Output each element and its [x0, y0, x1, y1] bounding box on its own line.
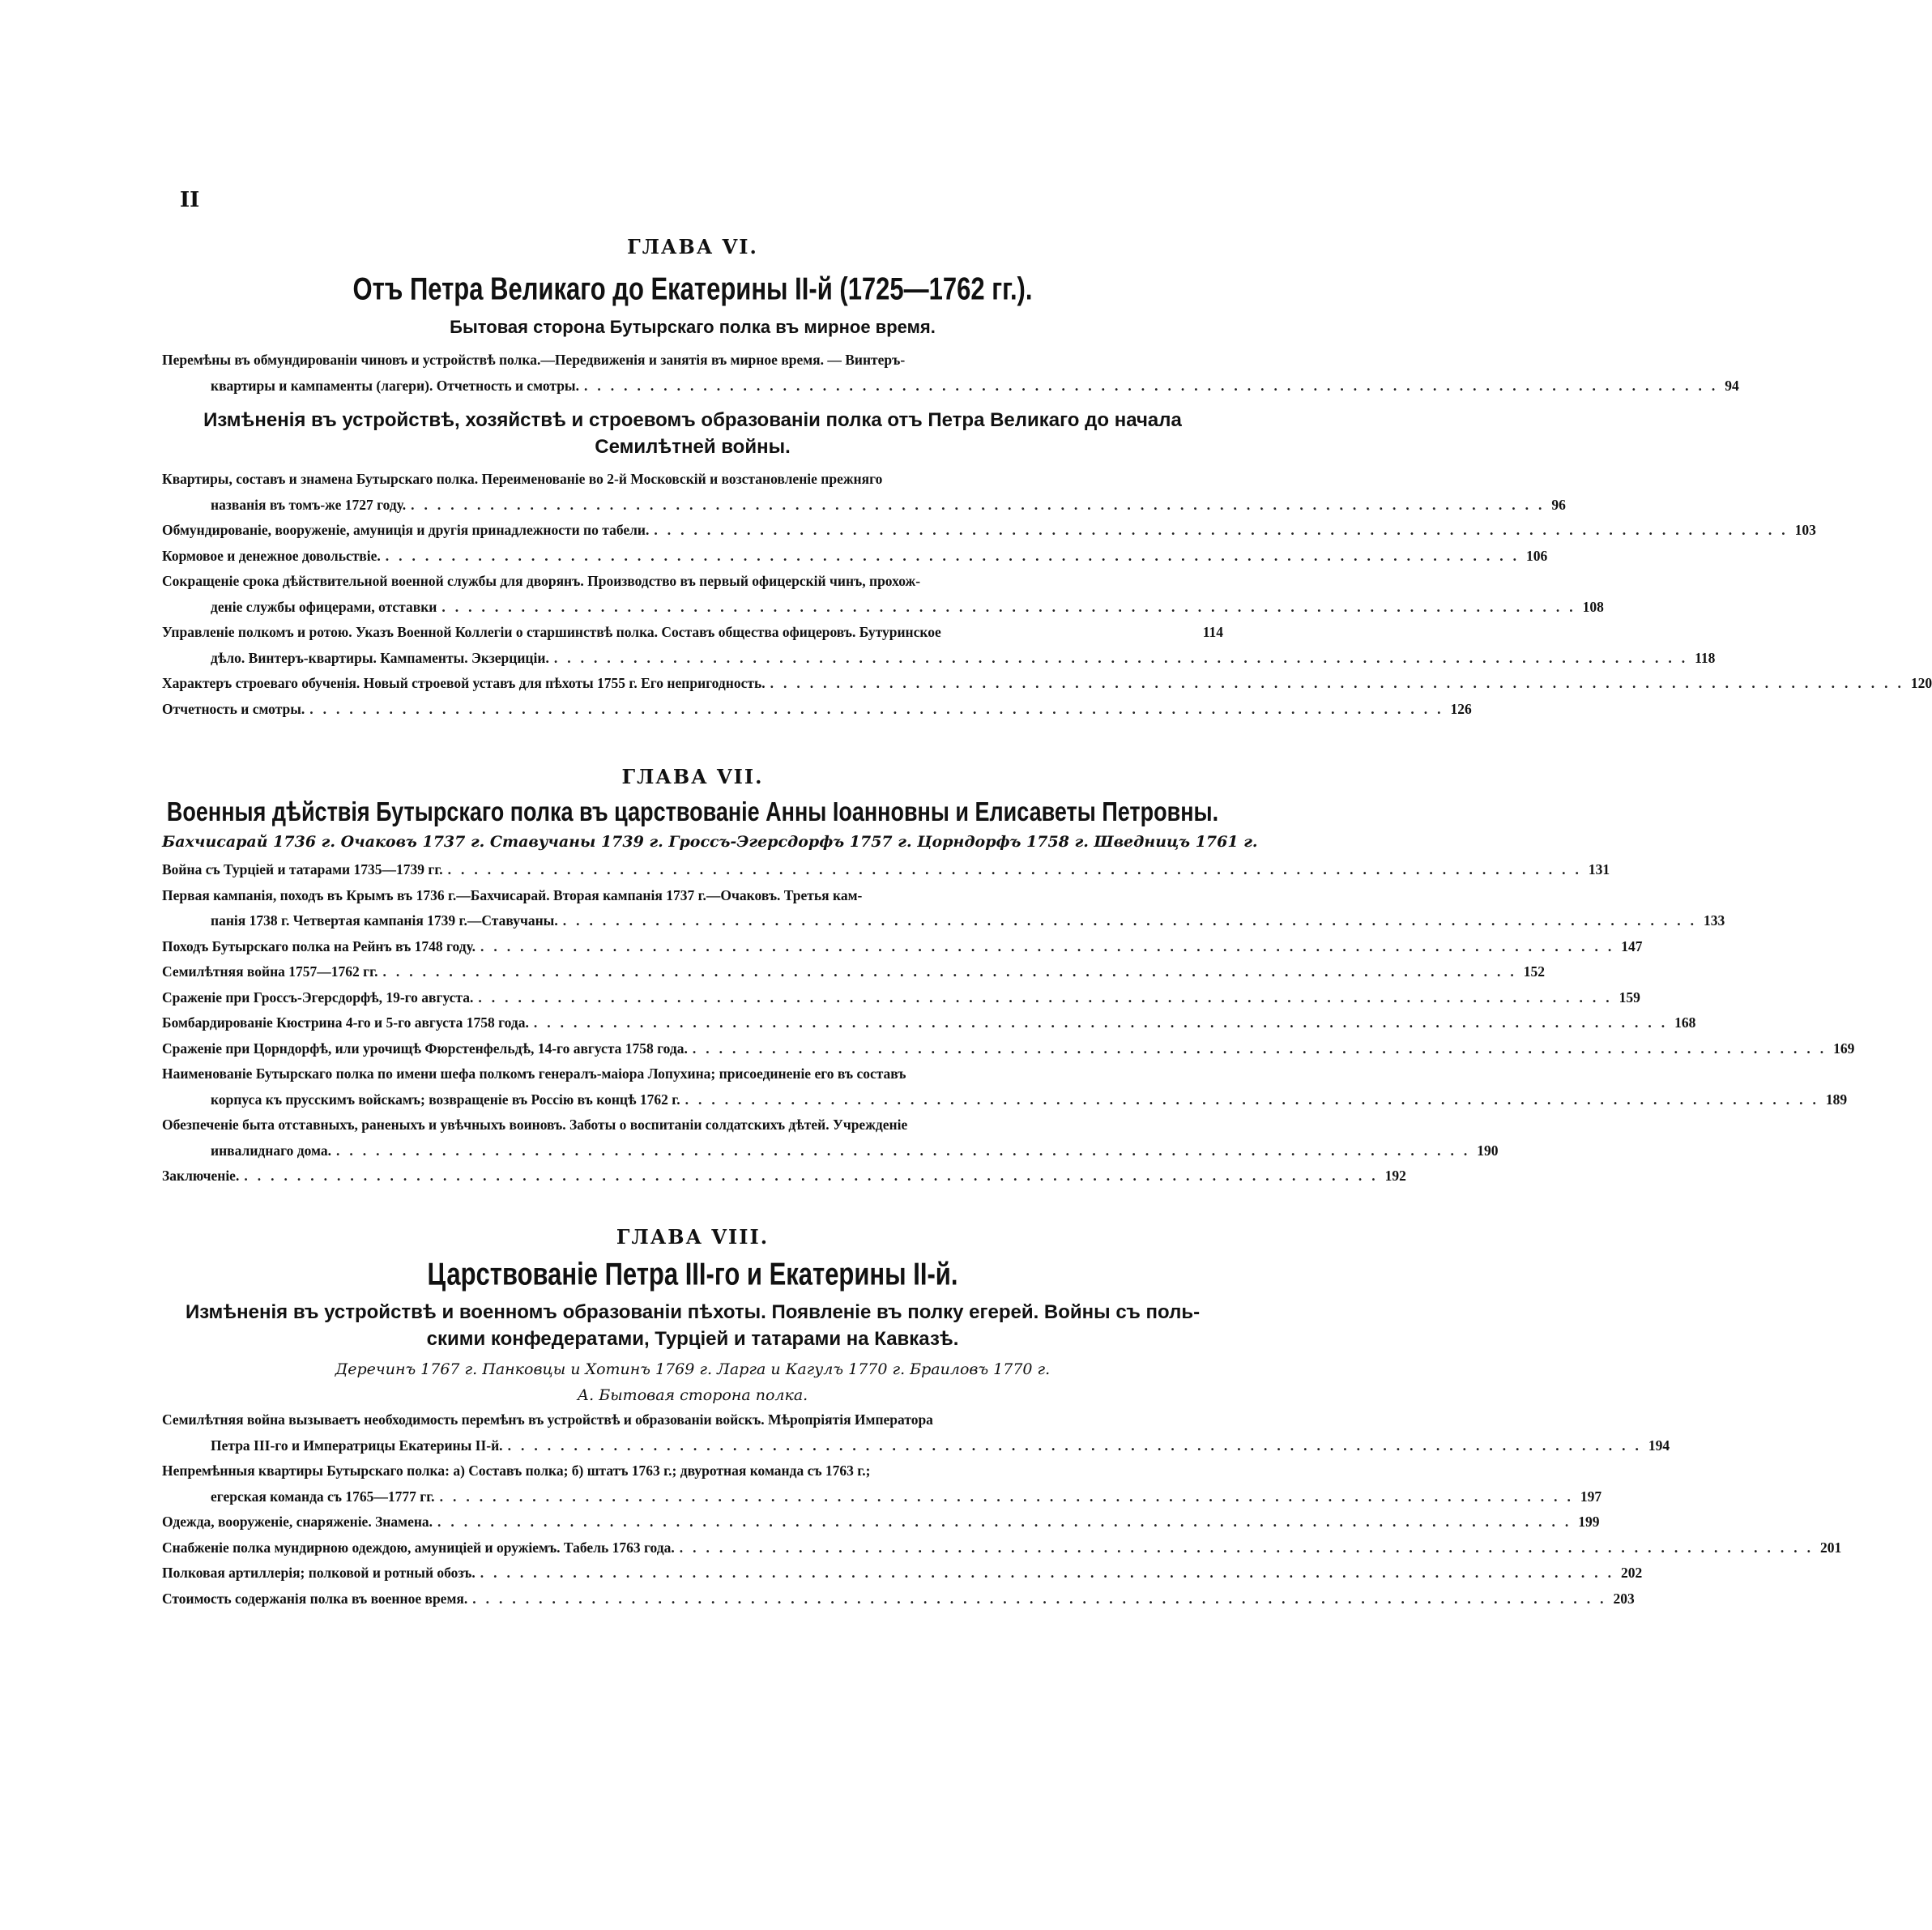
page-number: II [180, 188, 200, 212]
toc-entry: Характеръ строеваго обученiя. Новый строевой уставъ для пѣхоты 1755 г. Его непригодность. ...................................................................................... 120 [162, 671, 1223, 697]
chapter-8-heading: ГЛАВА VIII. [616, 1225, 770, 1249]
page-ref: 199 [1578, 1514, 1600, 1530]
chapter-8-title: Царствованiе Петра III-го и Екатерины II-й. [427, 1256, 958, 1292]
page-ref: 126 [1450, 700, 1472, 717]
chapter-7-places: Бахчисарай 1736 г. Очаковъ 1737 г. Ставучаны 1739 г. Гроссъ-Эгерсдорфъ 1757 г. Цорндорфъ 1758 г. Шведницъ 1761 г. [162, 833, 1258, 851]
page-ref: 106 [1526, 547, 1548, 564]
page-ref: 169 [1833, 1040, 1855, 1057]
page-ref: 118 [1695, 649, 1716, 666]
page-ref: 202 [1620, 1565, 1643, 1581]
page-ref: 96 [1551, 496, 1566, 513]
chapter-7-title: Военныя дѣйствiя Бутырскаго полка въ царствованiе Анны Iоанновны и Елисаветы Петровны. [166, 796, 1219, 827]
section-a-heading: А. Бытовая сторона полка. [577, 1386, 808, 1404]
chapter-8-places: Деречинъ 1767 г. Панковцы и Хотинъ 1769 г. Ларга и Кагулъ 1770 г. Браиловъ 1770 г. [335, 1360, 1051, 1378]
toc-entry: Бомбардированiе Кюстрина 4-го и 5-го августа 1758 года. ...................................................................................... 168 [162, 1010, 1223, 1036]
toc-entry: Сокращенiе срока дѣйствительной военной службы для дворянъ. Производство въ первый офицерскiй чинъ, прохож- денiе службы офицерами, отставки ...................................................................................... 108 [162, 569, 1223, 620]
page-ref: 131 [1588, 861, 1610, 877]
toc-entry: Управленiе полкомъ и ротою. Указъ Военной Коллегiи о старшинствѣ полка. Составъ общества офицеровъ. Бутуринское 114 дѣло. Винтеръ-квартиры. Кампаменты. Экзерцицiи. ...................................................................................... 118 [162, 620, 1223, 671]
toc-entry: Одежда, вооруженiе, снаряженiе. Знамена. ...................................................................................... 199 [162, 1509, 1223, 1535]
toc-entry: Семилѣтняя война вызываетъ необходимость перемѣнъ въ устройствѣ и образованiи войскъ. Мѣропрiятiя Императора Петра III-го и Императрицы Екатерины II-й. ...................................................................................... 194 [162, 1407, 1223, 1458]
page-ref: 120 [1910, 675, 1932, 691]
chapter-6-heading: ГЛАВА VI. [627, 235, 758, 258]
page-ref: 152 [1523, 963, 1545, 980]
page-ref: 194 [1648, 1437, 1670, 1454]
page-ref: 103 [1794, 522, 1816, 538]
page-ref: 168 [1674, 1014, 1696, 1031]
page-ref: 94 [1725, 377, 1739, 394]
toc-entry: Снабженiе полка мундирною одеждою, амуницiей и оружiемъ. Табель 1763 года. ...................................................................................... 201 [162, 1535, 1223, 1561]
toc-entry: Непремѣнныя квартиры Бутырскаго полка: а) Составъ полка; б) штатъ 1763 г.; двуротная команда съ 1763 г.; егерская команда съ 1765—1777 гг. ...................................................................................... 197 [162, 1458, 1223, 1509]
toc-entry: Полковая артиллерiя; полковой и ротный обозъ. ...................................................................................... 202 [162, 1561, 1223, 1586]
toc-entry: Походъ Бутырскаго полка на Рейнъ въ 1748 году. ...................................................................................... 147 [162, 934, 1223, 960]
toc-entry: Обмундированiе, вооруженiе, амуницiя и другiя принадлежности по табели. ...................................................................................... 103 [162, 518, 1223, 544]
page-ref: 133 [1703, 912, 1725, 929]
page-ref: 190 [1477, 1142, 1499, 1159]
toc-entry: Наименованiе Бутырскаго полка по имени шефа полкомъ генералъ-маiора Лопухина; присоединенiе его въ составъ корпуса къ прусскимъ войскамъ; возвращенiе въ Россiю въ концѣ 1762 г. ...................................................................................... 189 [162, 1061, 1223, 1112]
toc-entry: Первая кампанiя, походъ въ Крымъ въ 1736 г.—Бахчисарай. Вторая кампанiя 1737 г.—Очаковъ. Третья кам- панiя 1738 г. Четвертая кампанiя 1739 г.—Ставучаны. ...................................................................................... 133 [162, 883, 1223, 934]
toc-entry: Кормовое и денежное довольствiе. ...................................................................................... 106 [162, 544, 1223, 570]
chapter-6 [162, 235, 1932, 722]
toc-entry: Перемѣны въ обмундированiи чиновъ и устройствѣ полка.—Передвиженiя и занятiя въ мирное время. — Винтеръ- квартиры и кампаменты (лагери). Отчетность и смотры. ...................................................................................... 94 [162, 348, 1223, 399]
toc-entry: Отчетность и смотры. ...................................................................................... 126 [162, 697, 1223, 723]
toc-entry: Сраженiе при Цорндорфѣ, или урочищѣ Фюрстенфельдѣ, 14-го августа 1758 года. ...................................................................................... 169 [162, 1036, 1223, 1062]
toc-entry: Обезпеченiе быта отставныхъ, раненыхъ и увѣчныхъ воиновъ. Заботы о воспитанiи солдатскихъ дѣтей. Учрежденiе инвалиднаго дома. ...................................................................................... 190 [162, 1112, 1223, 1164]
chapter-7 [162, 765, 1855, 1189]
page-ref: 203 [1613, 1590, 1635, 1607]
toc-entry: Сраженiе при Гроссъ-Эгерсдорфѣ, 19-го августа. ...................................................................................... 159 [162, 985, 1223, 1011]
chapter-8-subtitle: Измѣненiя въ устройствѣ и военномъ образованiи пѣхоты. Появленiе въ полку егерей. Войны съ поль- скими конфедератами, Турцiей и татарами на Кавказѣ. [185, 1301, 1201, 1350]
page-ref: 189 [1825, 1091, 1848, 1108]
page-ref: 114 [1202, 624, 1223, 640]
page-ref: 192 [1384, 1168, 1406, 1184]
toc-entry: Семилѣтняя война 1757—1762 гг. ...................................................................................... 152 [162, 959, 1223, 985]
toc-entry: Квартиры, составъ и знамена Бутырскаго полка. Переименованiе во 2-й Московскiй и возстановленiе прежняго названiя въ томъ-же 1727 году. ...................................................................................... 96 [162, 467, 1223, 518]
chapter-6-title: Отъ Петра Великаго до Екатерины II-й (1725—1762 гг.). [352, 271, 1033, 307]
chapter-6-subtitle-2: Измѣненiя въ устройствѣ, хозяйствѣ и строевомъ образованiи полка отъ Петра Великаго до начала Семилѣтней войны. [203, 409, 1182, 458]
chapter-7-heading: ГЛАВА VII. [621, 765, 764, 788]
toc-entry: Заключенiе. ...................................................................................... 192 [162, 1164, 1223, 1189]
page-ref: 147 [1621, 937, 1643, 954]
chapter-8 [162, 1225, 1842, 1612]
chapter-6-subtitle: Бытовая сторона Бутырскаго полка въ мирное время. [450, 317, 936, 337]
toc-entry: Война съ Турцiей и татарами 1735—1739 гг. ...................................................................................... 131 [162, 857, 1223, 883]
page-ref: 159 [1619, 988, 1640, 1006]
page-ref: 197 [1580, 1488, 1602, 1505]
page-ref: 201 [1820, 1539, 1842, 1556]
page-ref: 108 [1582, 598, 1604, 615]
toc-entry: Стоимость содержанiя полка въ военное время. ...................................................................................... 203 [162, 1586, 1223, 1612]
